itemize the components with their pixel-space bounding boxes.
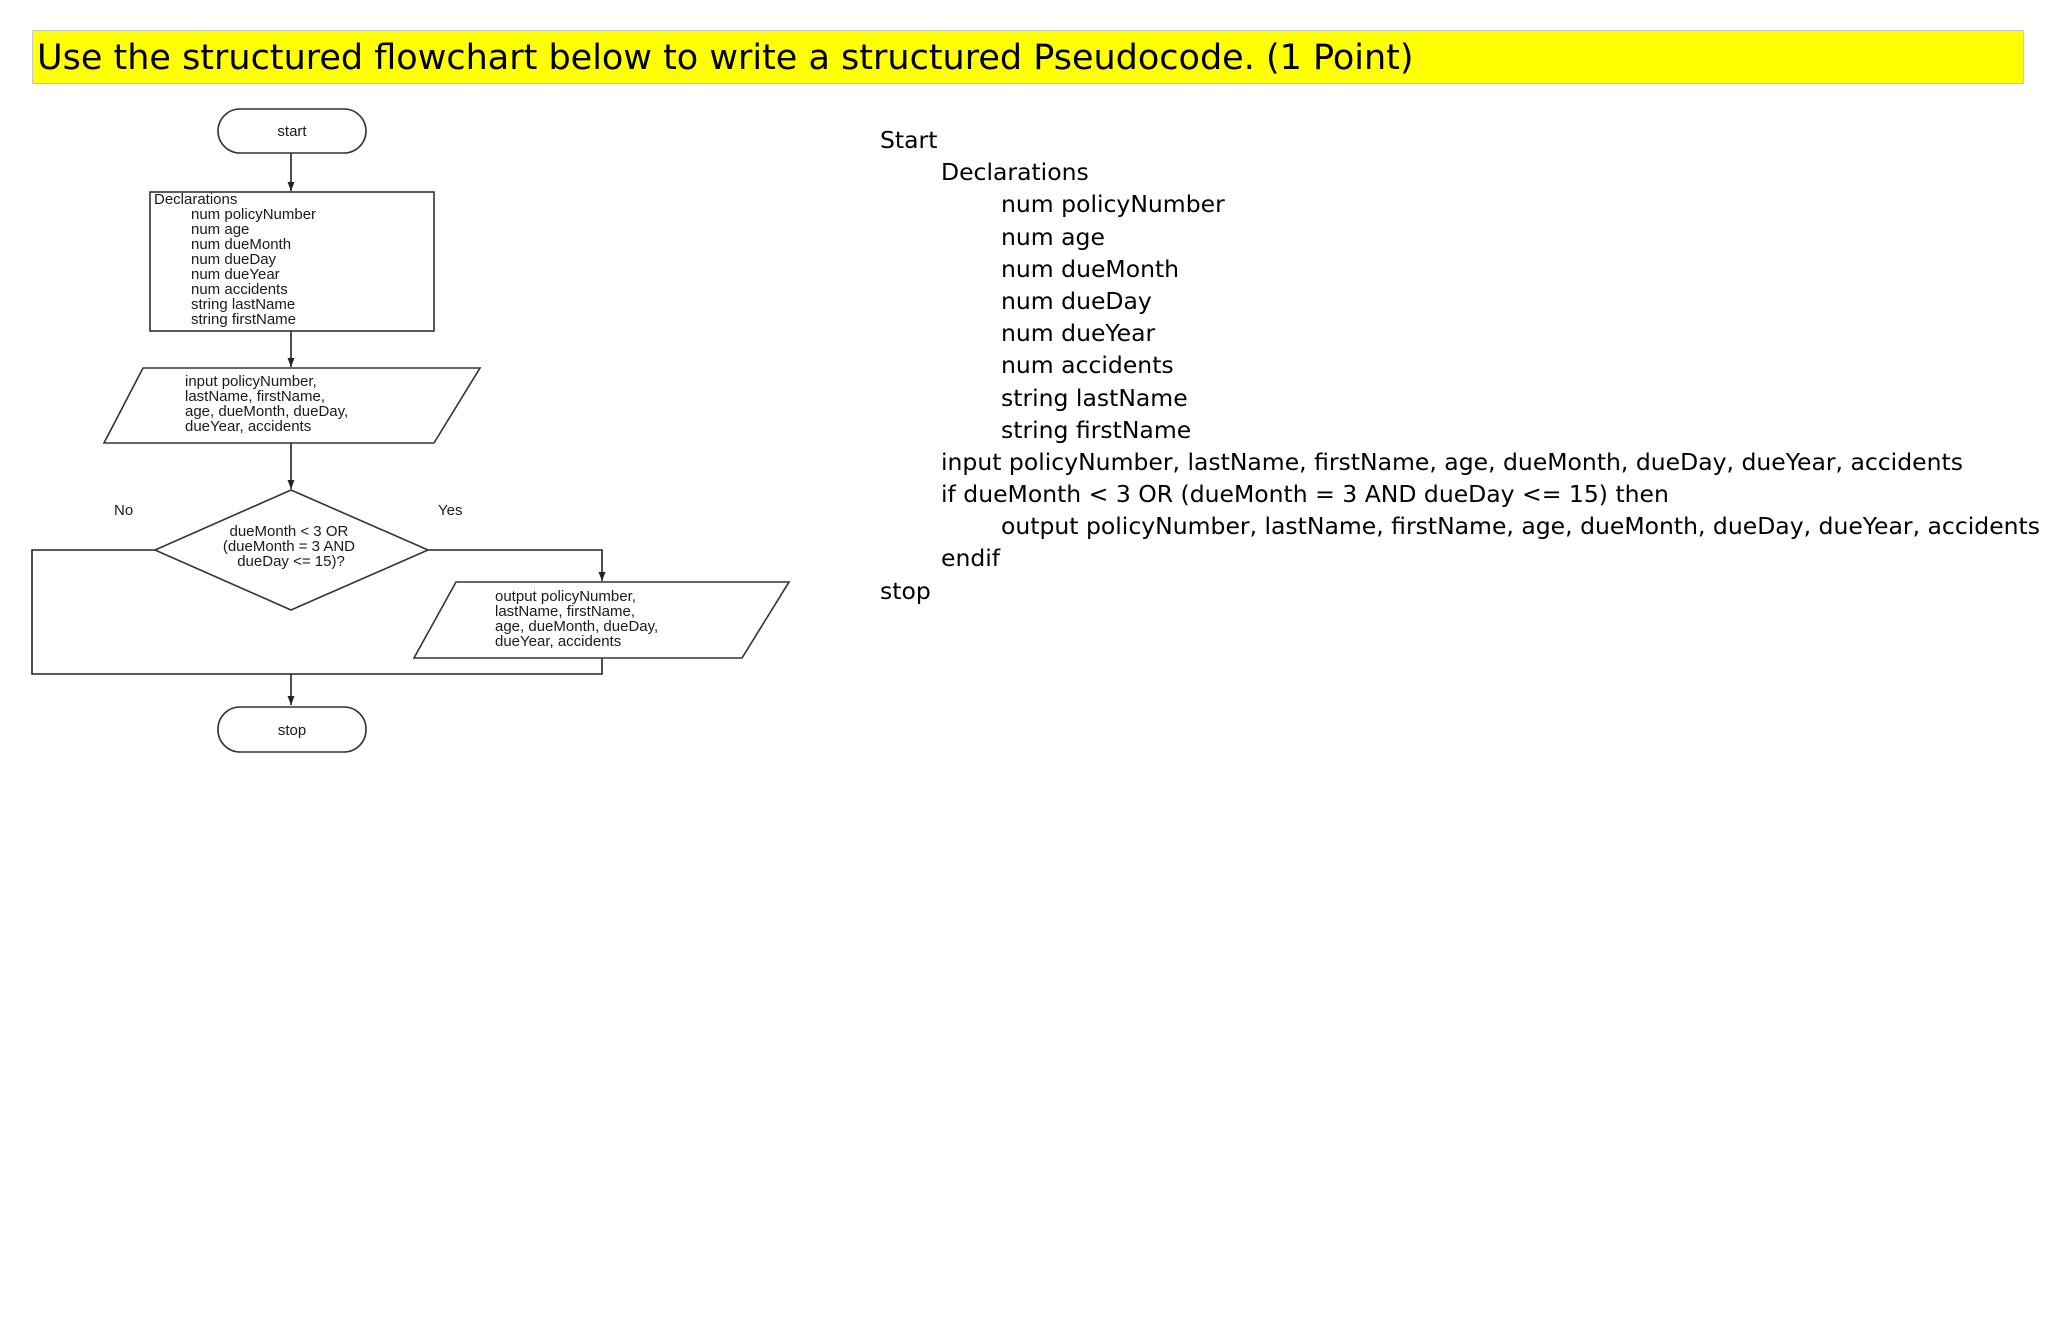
pseudocode-block xyxy=(880,124,2040,607)
flowchart xyxy=(0,0,800,780)
pseudocode-line: string firstName xyxy=(1001,415,1192,444)
pseudocode-line: num dueYear xyxy=(1001,319,1156,348)
pseudocode-line: output policyNumber, lastName, firstName, age, dueMonth, dueDay, dueYear, accidents xyxy=(1001,512,2041,541)
input-line: age, dueMonth, dueDay, xyxy=(185,403,349,420)
declarations-line: string lastName xyxy=(191,296,296,313)
decision-line: (dueMonth = 3 AND xyxy=(222,538,355,555)
declarations-line: num dueYear xyxy=(191,266,280,283)
pseudocode-line: num age xyxy=(1001,222,1105,251)
declarations-line: Declarations xyxy=(154,191,238,208)
declarations-line: num dueDay xyxy=(191,251,277,268)
pseudocode-line: string lastName xyxy=(1001,383,1188,412)
pseudocode-line: Declarations xyxy=(941,158,1089,187)
question-text: Use the structured flowchart below to write a structured Pseudocode. (1 Point) xyxy=(37,38,1414,78)
start-label: start xyxy=(277,123,307,140)
output-line: lastName, firstName, xyxy=(495,603,636,620)
pseudocode-line: input policyNumber, lastName, firstName, age, dueMonth, dueDay, dueYear, accidents xyxy=(941,447,1963,476)
yes-branch-line xyxy=(428,550,602,581)
pseudocode-line: Start xyxy=(880,126,938,154)
no-label: No xyxy=(114,502,134,519)
pseudocode-line: num dueMonth xyxy=(1001,254,1180,283)
input-line: lastName, firstName, xyxy=(185,388,326,405)
yes-label: Yes xyxy=(438,502,463,519)
output-line: dueYear, accidents xyxy=(495,633,622,650)
pseudocode-line: num policyNumber xyxy=(1001,190,1225,219)
declarations-line: string firstName xyxy=(191,311,297,328)
decision-line: dueMonth < 3 OR xyxy=(229,523,349,540)
stop-label: stop xyxy=(277,722,307,739)
declarations-line: num policyNumber xyxy=(191,206,317,223)
declarations-line: num dueMonth xyxy=(191,236,292,253)
input-line: dueYear, accidents xyxy=(185,418,312,435)
output-line: age, dueMonth, dueDay, xyxy=(495,618,659,635)
pseudocode-line: num accidents xyxy=(1001,351,1174,380)
pseudocode-line: stop xyxy=(880,576,931,605)
pseudocode-line: endif xyxy=(941,544,1001,573)
input-line: input policyNumber, xyxy=(185,373,317,390)
output-merge-line xyxy=(291,658,602,674)
decision-text xyxy=(223,523,359,570)
declarations-line: num age xyxy=(191,221,250,238)
pseudocode-line: if dueMonth < 3 OR (dueMonth = 3 AND dueDay <= 15) then xyxy=(941,480,1669,509)
pseudocode-line: num dueDay xyxy=(1001,286,1152,315)
decision-line: dueDay <= 15)? xyxy=(237,553,345,570)
declarations-line: num accidents xyxy=(191,281,288,298)
output-line: output policyNumber, xyxy=(495,588,636,605)
